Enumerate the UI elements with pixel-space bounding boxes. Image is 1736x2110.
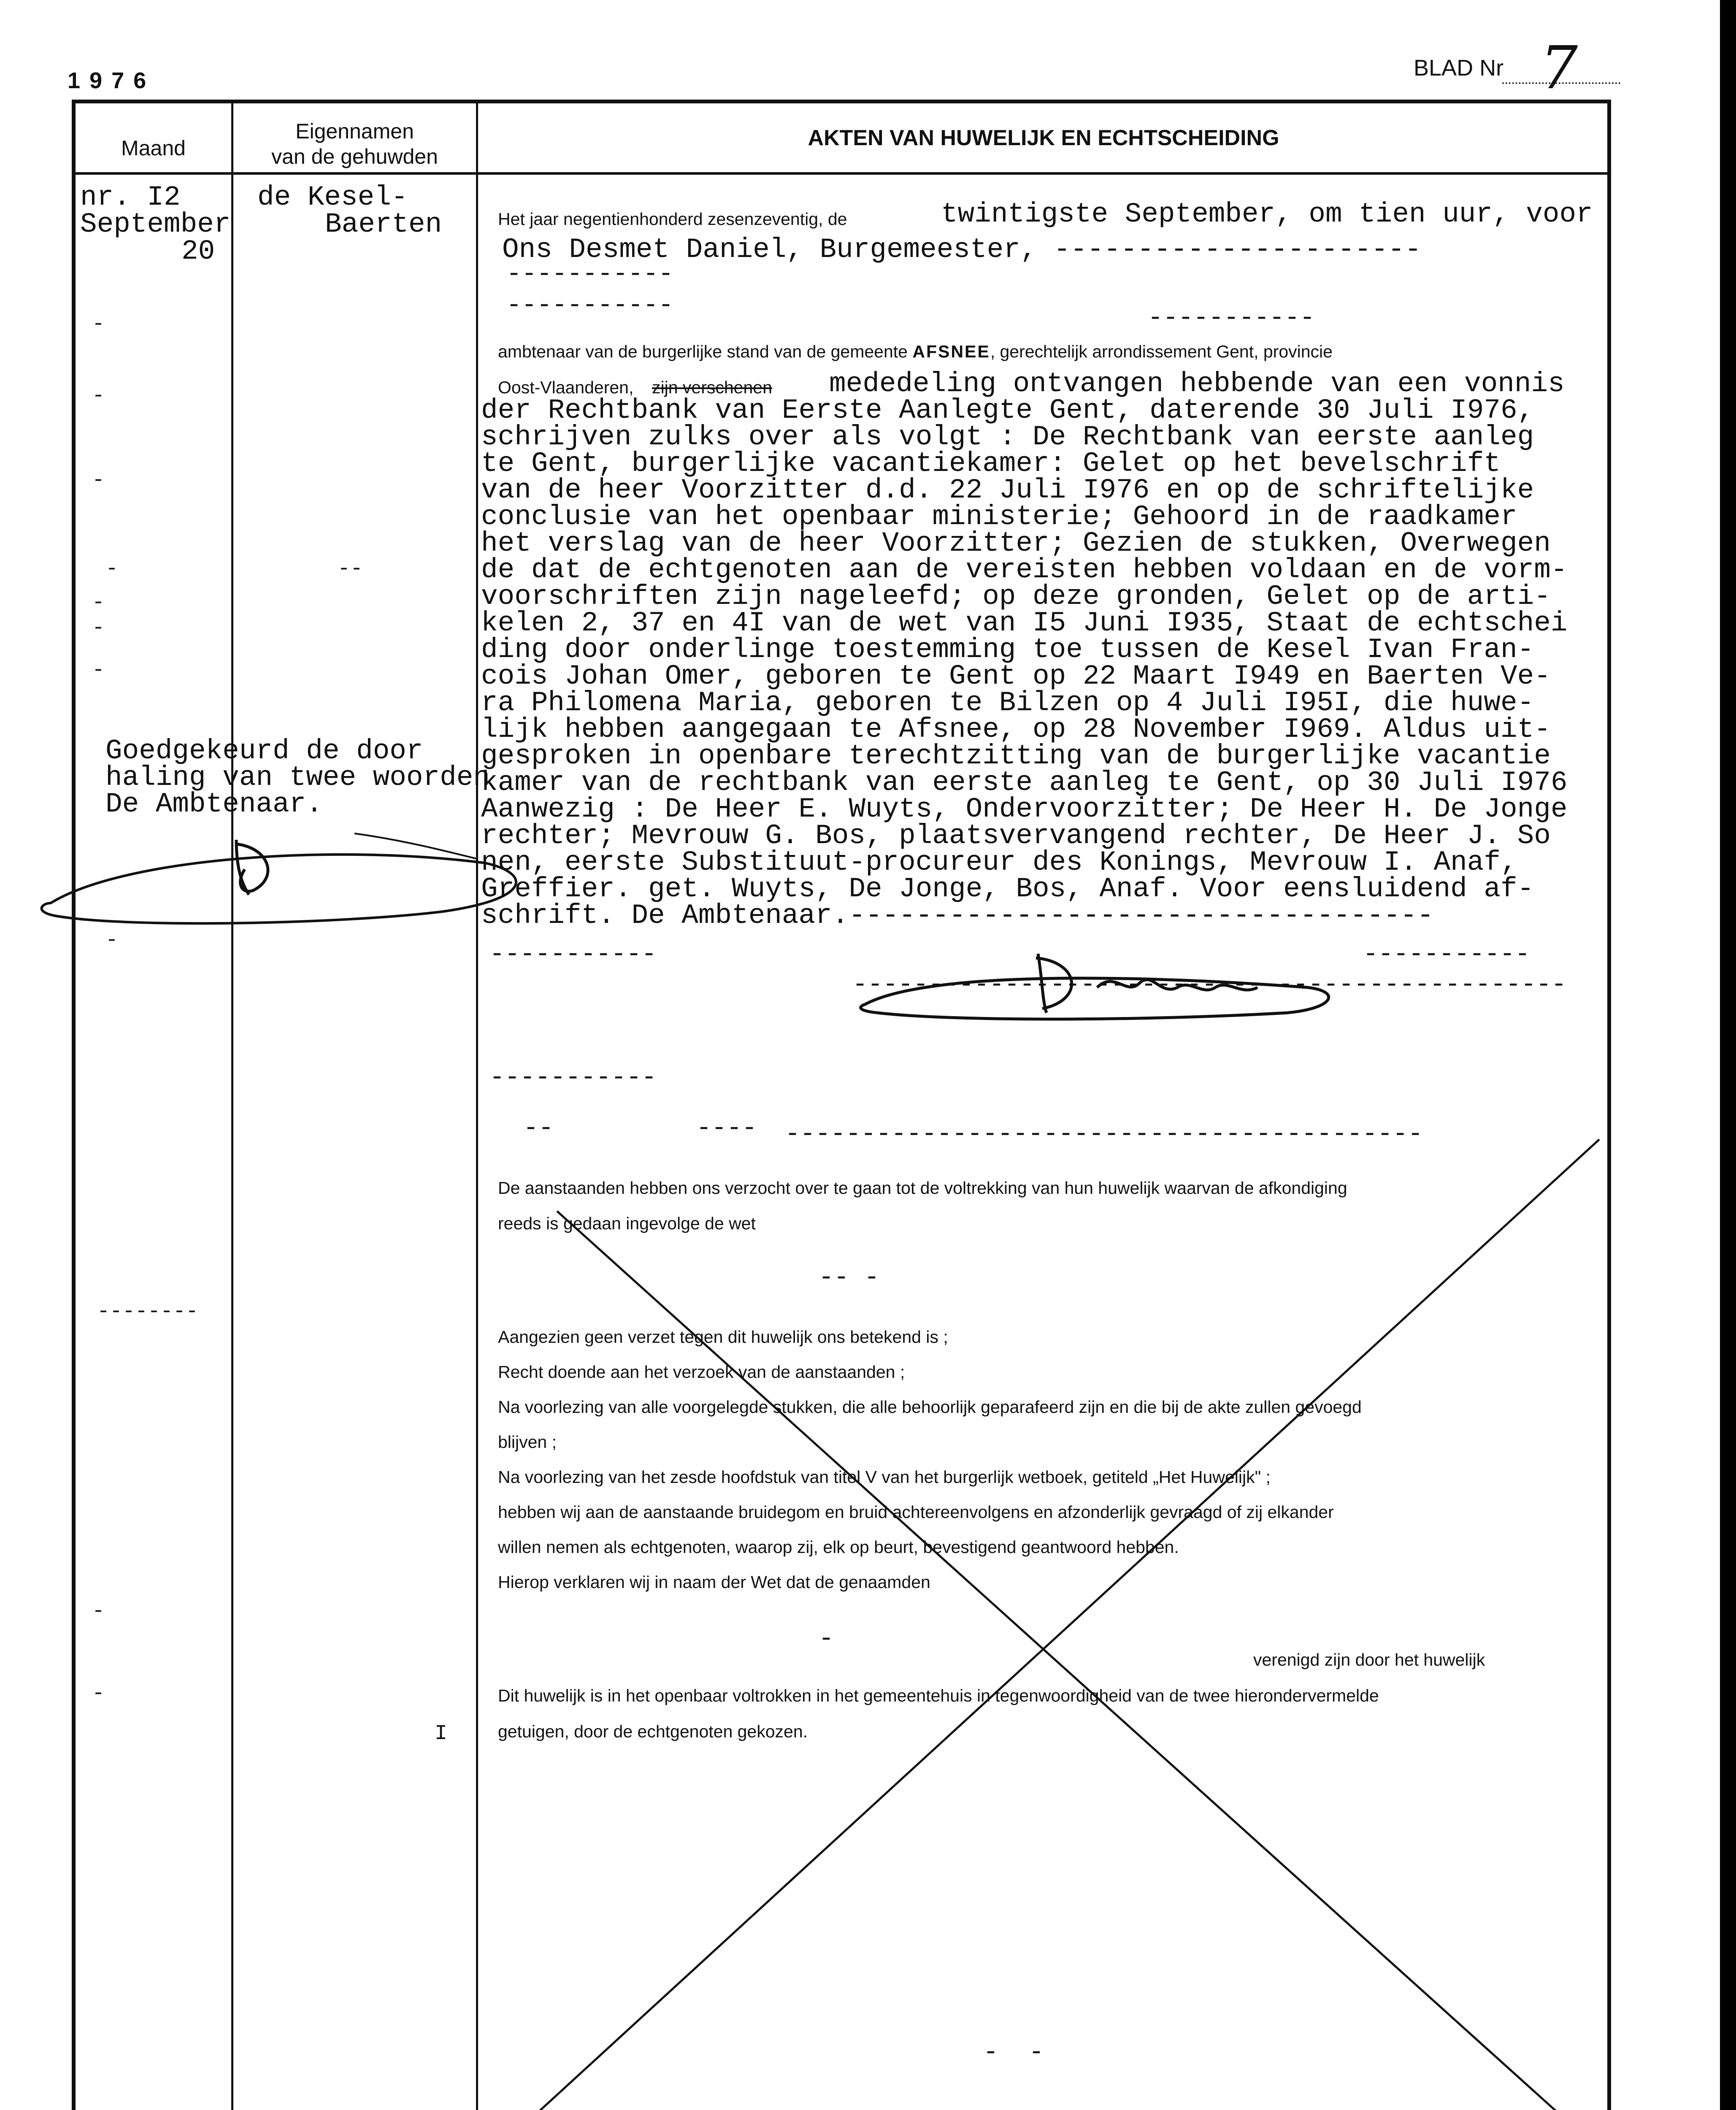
act-body-line: rechter; Mevrouw G. Bos, plaatsvervangend rechter, De Heer J. So: [481, 820, 1551, 852]
act-body-line: schrijven zulks over als volgt : De Rechtbank van eerste aanleg: [481, 421, 1534, 453]
margin-tick: -: [105, 928, 119, 952]
act-body-line: mededeling ontvangen hebbende van een vonnis: [829, 368, 1565, 400]
act-ambtenaar-text-1: ambtenaar van de burgerlijke stand van de gemeente: [498, 342, 908, 361]
printed-line: Aangezien geen verzet tegen dit huwelijk ons betekend is ;: [498, 1327, 948, 1347]
act-municipality: AFSNEE: [912, 342, 990, 361]
entry-day: 20: [181, 235, 215, 267]
printed-verenigd: verenigd zijn door het huwelijk: [1253, 1650, 1485, 1669]
act-struck-text: zijn verschenen: [652, 378, 772, 397]
act-body-line: cois Johan Omer, geboren te Gent op 22 Maart I949 en Baerten Ve-: [481, 660, 1551, 692]
margin-initials: [236, 840, 268, 895]
cross-out-line: [557, 1211, 1611, 2110]
act-body-line: ding door onderlinge toestemming toe tussen de Kesel Ivan Fran-: [481, 634, 1534, 665]
margin-note-line: haling van twee woorden: [105, 762, 490, 793]
act-body-line: kelen 2, 37 en 4I van de wet van I5 Juni I935, Staat de echtschei: [481, 607, 1568, 639]
act-dash-line: ------------------------------------------: [785, 1120, 1423, 1149]
act-dash-line: -----------: [489, 940, 657, 969]
act-dash-line: -----------: [1363, 940, 1530, 969]
act-dash-line: -: [819, 1625, 834, 1653]
act-dash-line: -----------: [489, 1063, 657, 1092]
margin-tick: --: [338, 557, 363, 581]
margin-tick: -: [92, 312, 105, 336]
printed-final-line2: getuigen, door de echtgenoten gekozen.: [498, 1722, 808, 1741]
act-intro-typed: twintigste September, om tien uur, voor: [941, 198, 1593, 230]
margin-note-line: De Ambtenaar.: [105, 788, 323, 820]
act-dash-line: -----------: [506, 291, 674, 320]
act-body-line: nen, eerste Substituut-procureur des Konings, Mevrouw I. Anaf,: [481, 847, 1517, 878]
column-header-eigennamen-1: Eigennamen: [295, 119, 414, 143]
act-body-line: voorschriften zijn nageleefd; op deze gronden, Gelet op de arti-: [481, 581, 1551, 612]
printed-request-line2: reeds is gedaan ingevolge de wet: [498, 1214, 756, 1233]
act-dash-line: --: [523, 1114, 554, 1143]
printed-line: blijven ;: [498, 1432, 557, 1452]
act-body-line: der Rechtbank van Eerste Aanlegte Gent, daterende 30 Juli I976,: [481, 395, 1534, 426]
entry-number: nr. I2: [80, 181, 181, 213]
printed-line: Na voorlezing van het zesde hoofdstuk van titel V van het burgerlijk wetboek, getiteld „Het Huwelijk" ;: [498, 1467, 1271, 1487]
act-body-line: gesproken in openbare terechtzitting van de burgerlijke vacantie: [481, 740, 1551, 772]
margin-tick: -: [92, 468, 105, 492]
act-dash-line: -----------------------------------------------: [852, 971, 1567, 999]
signature-loop: [861, 978, 1329, 1019]
act-intro-printed: Het jaar negentienhonderd zesenzeventig, de: [498, 209, 847, 229]
margin-tick: -: [92, 591, 105, 615]
printed-final-line1: Dit huwelijk is in het openbaar voltrokken in het gemeentehuis in tegenwoordigheid van de twee hierondervermelde: [498, 1686, 1379, 1705]
paraph-loop: [42, 855, 516, 923]
act-body-line: de dat de echtgenoten aan de vereisten hebben voldaan en de vorm-: [481, 554, 1568, 586]
act-body-line: te Gent, burgerlijke vacantiekamer: Gelet op het bevelschrift: [481, 448, 1501, 479]
margin-tick: -: [92, 616, 105, 640]
printed-line: Na voorlezing van alle voorgelegde stukken, die alle behoorlijk geparafeerd zijn en die bij de akte zullen gevoegd: [498, 1397, 1362, 1417]
act-body-line: van de heer Voorzitter d.d. 22 Juli I976 en op de schriftelijke: [481, 474, 1534, 506]
printed-line: hebben wij aan de aanstaande bruidegom en bruid achtereenvolgens en afzonderlijk gevraagd of zij elkander: [498, 1502, 1334, 1522]
blad-label: BLAD Nr: [1414, 55, 1504, 81]
printed-line: Hierop verklaren wij in naam der Wet dat de genaamden: [498, 1572, 930, 1592]
cross-out-line: [485, 1139, 1599, 2110]
column-header-eigennamen-2: van de gehuwden: [271, 145, 438, 168]
act-dash-line: -- -: [819, 1263, 880, 1292]
act-official: Ons Desmet Daniel, Burgemeester, ----------------------: [502, 234, 1422, 265]
act-province: Oost-Vlaanderen,: [498, 378, 634, 397]
act-body-line: schrift. De Ambtenaar.-----------------------------------: [481, 900, 1434, 931]
act-body-line: Greffier. get. Wuyts, De Jonge, Bos, Anaf. Voor eensluidend af-: [481, 873, 1534, 905]
act-dash-line: - -: [983, 2038, 1044, 2067]
margin-tick: -: [92, 1599, 105, 1623]
entry-names-2: Baerten: [325, 208, 442, 240]
printed-line: Recht doende aan het verzoek van de aanstaanden ;: [498, 1362, 905, 1382]
margin-note-line: Goedgekeurd de door: [105, 735, 423, 767]
margin-tick: -: [92, 1682, 105, 1706]
act-body-line: het verslag van de heer Voorzitter; Gezien de stukken, Overwegen: [481, 528, 1551, 559]
act-dash-line: -----------: [506, 260, 674, 289]
act-body-line: conclusie van het openbaar ministerie; Gehoord in de raadkamer: [481, 501, 1517, 533]
printed-request-line1: De aanstaanden hebben ons verzocht over te gaan tot de voltrekking van hun huwelijk waarvan de afkondiging: [498, 1178, 1347, 1198]
column-header-maand: Maand: [121, 136, 186, 160]
margin-tick: -: [92, 384, 105, 408]
blad-number: 7: [1540, 34, 1578, 103]
act-dash-line: -----------: [1148, 304, 1315, 333]
margin-tick: I: [435, 1722, 448, 1746]
act-body-line: kamer van de rechtbank van eerste aanleg te Gent, op 30 Juli I976: [481, 767, 1568, 798]
year-label: 1976: [68, 68, 156, 93]
printed-line: willen nemen als echtgenoten, waarop zij, elk op beurt, bevestigend geantwoord hebben.: [498, 1537, 1179, 1557]
entry-month: September: [80, 208, 231, 240]
act-body-line: lijk hebben aangegaan te Afsnee, op 28 November I969. Aldus uit-: [481, 714, 1551, 745]
entry-names-1: de Kesel-: [257, 181, 408, 213]
margin-tick: -: [105, 557, 119, 581]
act-dash-line: ----: [696, 1114, 757, 1143]
margin-tick: -: [92, 658, 105, 682]
column-header-akten: AKTEN VAN HUWELIJK EN ECHTSCHEIDING: [808, 126, 1279, 150]
act-ambtenaar-text-2: , gerechtelijk arrondissement Gent, provincie: [990, 342, 1333, 361]
act-body-line: ra Philomena Maria, geboren te Bilzen op 4 Juli I95I, die huwe-: [481, 687, 1534, 719]
margin-tick: --------: [97, 1300, 199, 1324]
act-body-line: Aanwezig : De Heer E. Wuyts, Ondervoorzitter; De Heer H. De Jonge: [481, 793, 1568, 825]
